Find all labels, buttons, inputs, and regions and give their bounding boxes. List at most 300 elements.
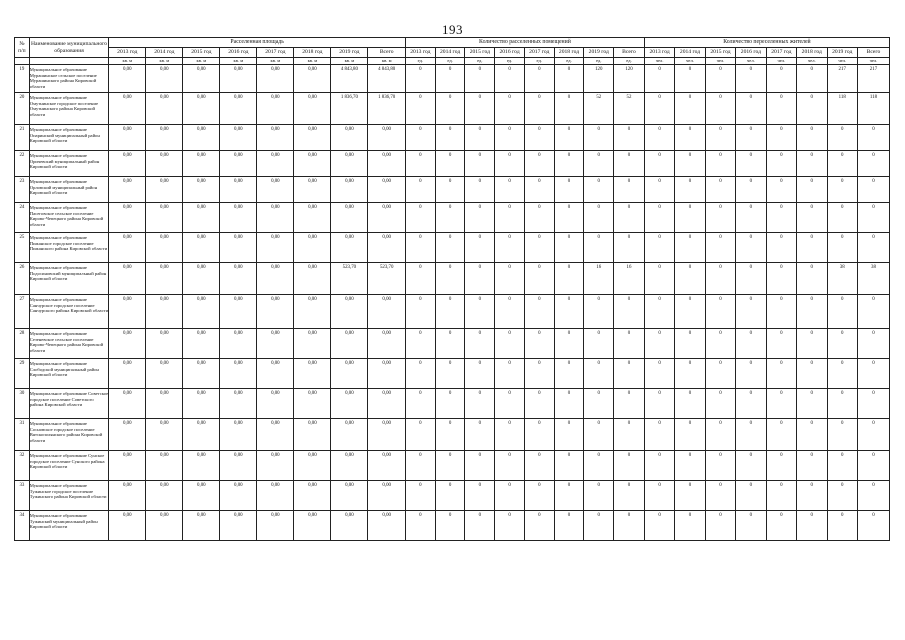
municipality-name-cell: Муниципальное образование Слободской муниципальный район Кировской области: [29, 359, 109, 389]
area-value-cell: 0,00: [146, 233, 183, 263]
area-value-cell: 0,00: [109, 389, 146, 419]
rooms-value-cell: 0: [465, 93, 495, 125]
people-value-cell: 0: [736, 389, 766, 419]
rooms-value-cell: 0: [495, 233, 525, 263]
rooms-value-cell: 0: [405, 177, 435, 203]
municipality-name-cell: Муниципальное образование Орловский муниципальный район Кировской области: [29, 177, 109, 203]
people-value-cell: 0: [827, 203, 857, 233]
people-value-cell: 0: [797, 359, 827, 389]
people-unit-cell: чел.: [766, 58, 796, 65]
people-value-cell: 0: [857, 389, 889, 419]
rooms-unit-cell: ед.: [405, 58, 435, 65]
people-value-cell: 0: [675, 125, 705, 151]
area-value-cell: 0,00: [183, 263, 220, 295]
area-value-cell: 523,70: [331, 263, 368, 295]
people-value-cell: 0: [705, 359, 735, 389]
area-value-cell: 0,00: [220, 65, 257, 93]
area-value-cell: 0,00: [109, 177, 146, 203]
row-number-cell: 24: [15, 203, 30, 233]
table-row: [15, 451, 890, 481]
area-value-cell: 0,00: [368, 451, 406, 481]
rooms-value-cell: 0: [524, 151, 554, 177]
row-number-cell: 30: [15, 389, 30, 419]
area-unit-cell: кв. м: [257, 58, 294, 65]
people-value-cell: 0: [797, 65, 827, 93]
rooms-value-cell: 0: [524, 419, 554, 451]
rooms-value-cell: 0: [435, 511, 465, 541]
rooms-value-cell: 0: [614, 359, 645, 389]
rooms-value-cell: 0: [435, 65, 465, 93]
rooms-value-cell: 0: [524, 359, 554, 389]
rooms-value-cell: 0: [584, 419, 614, 451]
rooms-value-cell: 0: [614, 389, 645, 419]
area-value-cell: 0,00: [294, 93, 331, 125]
area-value-cell: 0,00: [183, 93, 220, 125]
area-value-cell: 0,00: [331, 359, 368, 389]
people-value-cell: 0: [705, 481, 735, 511]
area-unit-cell: кв. м: [368, 58, 406, 65]
rooms-value-cell: 0: [495, 93, 525, 125]
area-value-cell: 0,00: [220, 263, 257, 295]
area-value-cell: 0,00: [109, 65, 146, 93]
rooms-value-cell: 0: [465, 151, 495, 177]
people-value-cell: 0: [675, 419, 705, 451]
area-value-cell: 0,00: [257, 203, 294, 233]
area-unit-cell: кв. м: [220, 58, 257, 65]
people-value-cell: 0: [705, 329, 735, 359]
area-value-cell: 0,00: [220, 329, 257, 359]
area-value-cell: 0,00: [109, 263, 146, 295]
rooms-value-cell: 0: [465, 263, 495, 295]
rooms-value-cell: 0: [465, 511, 495, 541]
people-value-cell: 0: [705, 65, 735, 93]
rooms-value-cell: 0: [554, 263, 584, 295]
rooms-value-cell: 0: [554, 295, 584, 329]
area-value-cell: 0,00: [331, 233, 368, 263]
municipality-name-cell: Муниципальное образование Тужинский муниципальный район Кировской области: [29, 511, 109, 541]
people-value-cell: 0: [736, 233, 766, 263]
people-value-cell: 0: [766, 125, 796, 151]
rooms-value-cell: 0: [554, 419, 584, 451]
rooms-value-cell: 0: [495, 177, 525, 203]
people-value-cell: 0: [766, 511, 796, 541]
rooms-group-header: Количество расселенных помещений: [405, 38, 644, 48]
rooms-value-cell: 0: [524, 329, 554, 359]
people-value-cell: 0: [644, 481, 674, 511]
rooms-value-cell: 0: [465, 65, 495, 93]
rooms-value-cell: 0: [405, 93, 435, 125]
people-value-cell: 0: [644, 511, 674, 541]
rooms-unit-cell: ед.: [614, 58, 645, 65]
area-value-cell: 0,00: [146, 151, 183, 177]
area-value-cell: 0,00: [183, 295, 220, 329]
rooms-value-cell: 0: [554, 389, 584, 419]
rooms-value-cell: 0: [554, 511, 584, 541]
area-value-cell: 0,00: [220, 177, 257, 203]
people-value-cell: 0: [675, 481, 705, 511]
area-value-cell: 0,00: [331, 125, 368, 151]
table-row: [15, 151, 890, 177]
people-value-cell: 0: [644, 151, 674, 177]
people-value-cell: 0: [857, 151, 889, 177]
rooms-value-cell: 0: [495, 511, 525, 541]
people-value-cell: 0: [766, 359, 796, 389]
people-value-cell: 0: [797, 481, 827, 511]
area-value-cell: 0,00: [294, 151, 331, 177]
rooms-value-cell: 0: [495, 329, 525, 359]
people-value-cell: 0: [644, 389, 674, 419]
people-unit-cell: чел.: [705, 58, 735, 65]
area-value-cell: 0,00: [146, 359, 183, 389]
rooms-value-cell: 0: [405, 295, 435, 329]
people-value-cell: 0: [644, 263, 674, 295]
area-value-cell: 0,00: [146, 511, 183, 541]
rooms-value-cell: 0: [435, 233, 465, 263]
rooms-value-cell: 0: [584, 151, 614, 177]
area-value-cell: 0,00: [109, 329, 146, 359]
people-value-cell: 0: [644, 233, 674, 263]
rooms-value-cell: 0: [405, 151, 435, 177]
area-value-cell: 0,00: [220, 151, 257, 177]
people-value-cell: 217: [827, 65, 857, 93]
area-value-cell: 0,00: [257, 93, 294, 125]
area-value-cell: 0,00: [183, 359, 220, 389]
rooms-value-cell: 0: [495, 65, 525, 93]
rooms-value-cell: 0: [465, 451, 495, 481]
rooms-value-cell: 0: [465, 359, 495, 389]
area-value-cell: 0,00: [146, 177, 183, 203]
table-row: [15, 263, 890, 295]
rooms-value-cell: 0: [495, 151, 525, 177]
page-number: 193: [442, 22, 463, 37]
people-value-cell: 0: [857, 359, 889, 389]
area-year-header: 2013 год: [109, 48, 146, 58]
rooms-value-cell: 0: [435, 263, 465, 295]
area-value-cell: 0,00: [257, 389, 294, 419]
people-value-cell: 0: [827, 233, 857, 263]
rooms-value-cell: 0: [405, 233, 435, 263]
rooms-value-cell: 0: [435, 389, 465, 419]
people-total-header: Всего: [857, 48, 889, 58]
rooms-value-cell: 0: [584, 389, 614, 419]
people-value-cell: 0: [766, 295, 796, 329]
rooms-value-cell: 0: [614, 233, 645, 263]
rooms-value-cell: 0: [554, 329, 584, 359]
area-unit-cell: кв. м: [146, 58, 183, 65]
people-value-cell: 0: [827, 329, 857, 359]
area-value-cell: 523,70: [368, 263, 406, 295]
area-group-header: Расселенная площадь: [109, 38, 406, 48]
people-value-cell: 0: [644, 359, 674, 389]
people-value-cell: 0: [857, 451, 889, 481]
rooms-value-cell: 0: [554, 65, 584, 93]
municipality-name-cell: Муниципальное образование Оричевский муниципальный район Кировской области: [29, 151, 109, 177]
area-value-cell: 0,00: [183, 151, 220, 177]
people-value-cell: 0: [827, 451, 857, 481]
people-value-cell: 0: [675, 263, 705, 295]
rooms-value-cell: 0: [584, 359, 614, 389]
people-value-cell: 0: [766, 93, 796, 125]
area-value-cell: 1 836,70: [331, 93, 368, 125]
people-value-cell: 0: [736, 511, 766, 541]
people-unit-cell: чел.: [797, 58, 827, 65]
area-value-cell: 0,00: [294, 481, 331, 511]
rooms-value-cell: 0: [554, 177, 584, 203]
people-value-cell: 0: [736, 65, 766, 93]
area-value-cell: 0,00: [146, 389, 183, 419]
people-unit-cell: чел.: [827, 58, 857, 65]
rooms-value-cell: 0: [614, 451, 645, 481]
area-unit-cell: кв. м: [109, 58, 146, 65]
rooms-value-cell: 0: [435, 329, 465, 359]
area-value-cell: 0,00: [368, 203, 406, 233]
rooms-value-cell: 0: [584, 329, 614, 359]
people-value-cell: 0: [644, 65, 674, 93]
people-year-header: 2017 год: [766, 48, 796, 58]
people-value-cell: 0: [766, 203, 796, 233]
people-value-cell: 0: [766, 389, 796, 419]
row-number-cell: 22: [15, 151, 30, 177]
people-value-cell: 0: [797, 263, 827, 295]
area-unit-cell: кв. м: [294, 58, 331, 65]
area-value-cell: 0,00: [368, 389, 406, 419]
area-value-cell: 0,00: [331, 419, 368, 451]
area-value-cell: 0,00: [368, 481, 406, 511]
area-value-cell: 0,00: [257, 151, 294, 177]
table-row: [15, 177, 890, 203]
rooms-value-cell: 0: [465, 233, 495, 263]
area-value-cell: 0,00: [109, 511, 146, 541]
area-value-cell: 0,00: [183, 65, 220, 93]
area-value-cell: 0,00: [109, 451, 146, 481]
area-value-cell: 0,00: [368, 233, 406, 263]
area-value-cell: 0,00: [368, 151, 406, 177]
rooms-value-cell: 0: [554, 451, 584, 481]
table-row: [15, 233, 890, 263]
people-value-cell: 0: [736, 151, 766, 177]
area-year-header: 2014 год: [146, 48, 183, 58]
rooms-value-cell: 120: [614, 65, 645, 93]
area-year-header: 2015 год: [183, 48, 220, 58]
people-value-cell: 0: [736, 203, 766, 233]
rooms-value-cell: 0: [435, 151, 465, 177]
rooms-value-cell: 0: [405, 65, 435, 93]
name-header: Наименование муниципального образования: [29, 38, 109, 58]
people-value-cell: 0: [736, 295, 766, 329]
area-value-cell: 0,00: [146, 329, 183, 359]
people-value-cell: 38: [827, 263, 857, 295]
people-year-header: 2015 год: [705, 48, 735, 58]
area-value-cell: 0,00: [368, 125, 406, 151]
area-unit-cell: кв. м: [183, 58, 220, 65]
rooms-unit-cell: ед.: [554, 58, 584, 65]
rooms-value-cell: 0: [405, 359, 435, 389]
rooms-value-cell: 0: [405, 125, 435, 151]
rooms-value-cell: 0: [614, 177, 645, 203]
people-value-cell: 0: [797, 93, 827, 125]
area-value-cell: 0,00: [220, 233, 257, 263]
rooms-value-cell: 0: [524, 389, 554, 419]
people-value-cell: 0: [827, 389, 857, 419]
area-value-cell: 0,00: [368, 177, 406, 203]
table-row: [15, 359, 890, 389]
area-value-cell: 0,00: [220, 93, 257, 125]
rooms-total-header: Всего: [614, 48, 645, 58]
rooms-value-cell: 0: [495, 263, 525, 295]
people-value-cell: 0: [797, 151, 827, 177]
rooms-value-cell: 52: [614, 93, 645, 125]
people-value-cell: 0: [675, 511, 705, 541]
people-value-cell: 0: [797, 329, 827, 359]
area-value-cell: 0,00: [109, 419, 146, 451]
people-unit-cell: чел.: [736, 58, 766, 65]
people-value-cell: 0: [644, 451, 674, 481]
area-total-header: Всего: [368, 48, 406, 58]
table-row: [15, 65, 890, 93]
area-value-cell: 0,00: [146, 203, 183, 233]
rooms-value-cell: 0: [524, 177, 554, 203]
people-unit-cell: чел.: [675, 58, 705, 65]
area-value-cell: 0,00: [109, 151, 146, 177]
rooms-value-cell: 0: [435, 359, 465, 389]
people-value-cell: 0: [797, 389, 827, 419]
people-value-cell: 0: [797, 511, 827, 541]
area-value-cell: 0,00: [331, 389, 368, 419]
area-value-cell: 0,00: [294, 511, 331, 541]
area-value-cell: 0,00: [257, 263, 294, 295]
rooms-value-cell: 0: [524, 125, 554, 151]
area-value-cell: 0,00: [294, 419, 331, 451]
people-value-cell: 0: [797, 203, 827, 233]
table-row: [15, 419, 890, 451]
people-value-cell: 118: [827, 93, 857, 125]
rooms-value-cell: 16: [584, 263, 614, 295]
area-value-cell: 0,00: [331, 203, 368, 233]
area-value-cell: 0,00: [331, 151, 368, 177]
area-value-cell: 0,00: [109, 233, 146, 263]
rooms-value-cell: 0: [465, 481, 495, 511]
table-row: [15, 125, 890, 151]
municipality-name-cell: Муниципальное образование Пасеговское сельское поселение Кирово-Чепецкого района Кировской области: [29, 203, 109, 233]
rooms-value-cell: 0: [584, 203, 614, 233]
area-value-cell: 0,00: [183, 389, 220, 419]
table-row: [15, 329, 890, 359]
num-header: [15, 38, 30, 58]
people-value-cell: 0: [675, 451, 705, 481]
area-value-cell: 0,00: [257, 419, 294, 451]
rooms-value-cell: 0: [495, 125, 525, 151]
area-value-cell: 0,00: [294, 451, 331, 481]
people-value-cell: 0: [736, 177, 766, 203]
rooms-value-cell: 52: [584, 93, 614, 125]
rooms-value-cell: 0: [465, 295, 495, 329]
rooms-value-cell: 120: [584, 65, 614, 93]
rooms-value-cell: 0: [554, 481, 584, 511]
area-value-cell: 0,00: [294, 295, 331, 329]
people-value-cell: 0: [827, 295, 857, 329]
rooms-unit-cell: ед.: [465, 58, 495, 65]
people-value-cell: 0: [857, 177, 889, 203]
people-value-cell: 0: [736, 419, 766, 451]
rooms-value-cell: 0: [495, 359, 525, 389]
people-value-cell: 0: [644, 93, 674, 125]
area-value-cell: 0,00: [331, 177, 368, 203]
area-value-cell: 0,00: [331, 511, 368, 541]
people-value-cell: 0: [766, 481, 796, 511]
area-value-cell: 0,00: [220, 511, 257, 541]
municipality-name-cell: Муниципальное образование Мурашинское сельское поселение Мурашинского района Кировской области: [29, 65, 109, 93]
people-value-cell: 0: [675, 295, 705, 329]
people-group-header: Количество переселенных жителей: [644, 38, 889, 48]
rooms-value-cell: 0: [495, 419, 525, 451]
people-value-cell: 0: [675, 389, 705, 419]
area-value-cell: 0,00: [220, 359, 257, 389]
people-value-cell: 0: [766, 451, 796, 481]
people-value-cell: 0: [766, 419, 796, 451]
people-year-header: 2016 год: [736, 48, 766, 58]
rooms-value-cell: 0: [584, 125, 614, 151]
rooms-value-cell: 0: [405, 451, 435, 481]
people-value-cell: 0: [705, 295, 735, 329]
people-value-cell: 0: [827, 419, 857, 451]
people-value-cell: 0: [644, 329, 674, 359]
people-unit-cell: чел.: [644, 58, 674, 65]
area-value-cell: 1 836,70: [368, 93, 406, 125]
area-value-cell: 0,00: [294, 389, 331, 419]
people-value-cell: 0: [705, 451, 735, 481]
people-value-cell: 38: [857, 263, 889, 295]
area-value-cell: 0,00: [109, 93, 146, 125]
rooms-value-cell: 0: [614, 511, 645, 541]
area-value-cell: 0,00: [109, 295, 146, 329]
area-value-cell: 0,00: [294, 65, 331, 93]
people-value-cell: 0: [857, 481, 889, 511]
area-value-cell: 0,00: [294, 359, 331, 389]
rooms-value-cell: 0: [614, 419, 645, 451]
people-value-cell: 0: [644, 295, 674, 329]
area-year-header: 2016 год: [220, 48, 257, 58]
people-year-header: 2018 год: [797, 48, 827, 58]
table-body: [15, 65, 890, 541]
area-value-cell: 0,00: [183, 511, 220, 541]
unit-blank-cell: [15, 58, 30, 65]
people-value-cell: 0: [766, 233, 796, 263]
municipality-name-cell: Муниципальное образование Советское городское поселение Советского района Кировской области: [29, 389, 109, 419]
rooms-value-cell: 0: [554, 125, 584, 151]
area-value-cell: 0,00: [257, 233, 294, 263]
municipality-name-cell: Муниципальное образование Омутнинское городское поселение Омутнинского района Кировской области: [29, 93, 109, 125]
people-value-cell: 0: [675, 177, 705, 203]
people-value-cell: 0: [857, 329, 889, 359]
row-number-cell: 26: [15, 263, 30, 295]
area-value-cell: 0,00: [146, 125, 183, 151]
table-header: [15, 38, 890, 65]
rooms-value-cell: 0: [405, 481, 435, 511]
rooms-value-cell: 0: [495, 389, 525, 419]
area-value-cell: 0,00: [146, 295, 183, 329]
rooms-value-cell: 0: [405, 511, 435, 541]
municipality-name-cell: Муниципальное образование Пижанское городское поселение Пижанского района Кировской области: [29, 233, 109, 263]
table-row: [15, 93, 890, 125]
rooms-year-header: 2014 год: [435, 48, 465, 58]
people-value-cell: 0: [827, 177, 857, 203]
area-value-cell: 0,00: [331, 329, 368, 359]
area-value-cell: 0,00: [220, 451, 257, 481]
people-value-cell: 0: [705, 151, 735, 177]
area-value-cell: 0,00: [294, 203, 331, 233]
people-value-cell: 118: [857, 93, 889, 125]
rooms-value-cell: 0: [524, 203, 554, 233]
